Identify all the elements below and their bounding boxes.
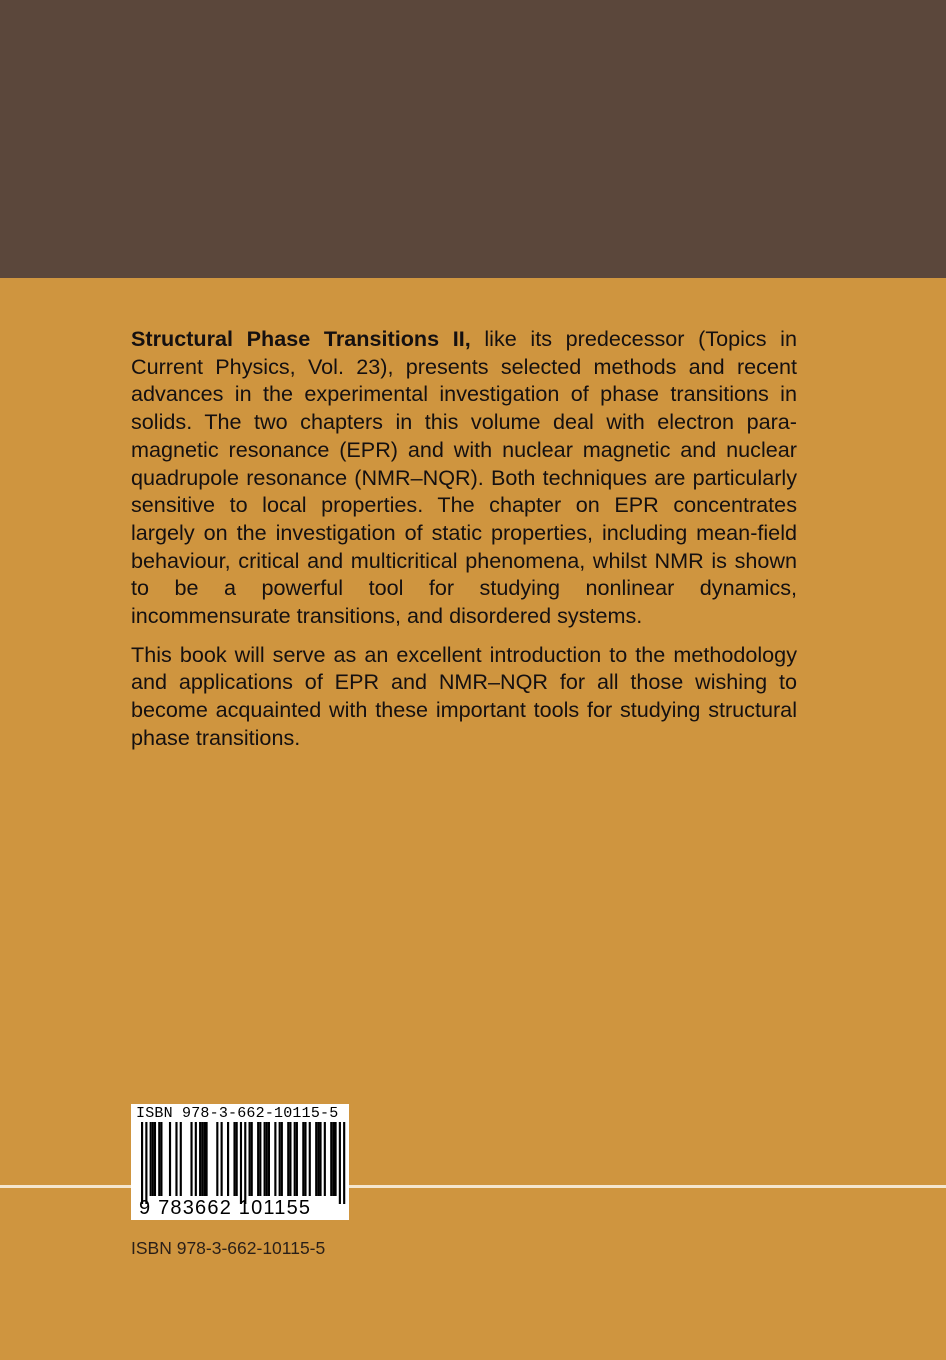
barcode-bar (264, 1122, 266, 1196)
barcode-bar (259, 1122, 261, 1196)
barcode-bar (203, 1122, 205, 1196)
barcode-bar (190, 1122, 192, 1196)
barcode-bar (152, 1122, 154, 1196)
barcode-bar (309, 1122, 311, 1196)
barcode-bar (233, 1122, 235, 1196)
barcode-bar (169, 1122, 171, 1196)
barcode-bar (236, 1122, 238, 1196)
barcode-bar (150, 1122, 152, 1196)
barcode-bar (257, 1122, 259, 1196)
barcode-bar (287, 1122, 289, 1196)
barcode-bar (240, 1122, 242, 1204)
isbn-barcode (131, 1104, 349, 1220)
barcode-bar (324, 1122, 326, 1196)
barcode-bar (145, 1122, 147, 1204)
barcode-bar (315, 1122, 317, 1196)
cover-top-band (0, 0, 946, 278)
barcode-bar (195, 1122, 197, 1196)
barcode-isbn-label: ISBN 978-3-662-10115-5 (136, 1105, 339, 1122)
barcode-bar (216, 1122, 218, 1196)
blurb-paragraph-1-text: like its predecessor (Topics in Current Physics, Vol. 23), presents selected methods and recent advances in the experimental investigation of phase transitions in solids. The two chapters in this volume deal with electron paramagnetic resonance (EPR) and with nuclear magnetic and nuclear quadrupole resonance (NMR–NQR). Both techniques are particularly sensitive to local properties. The chapter on EPR concentrates largely on the investigation of static properties, including mean-field behaviour, critical and multicritical phenomena, whilst NMR is shown to be a powerful tool for studying nonlinear dynamics, incommensurate transitions, and disordered systems. (131, 326, 797, 629)
barcode-bar (304, 1122, 306, 1196)
barcode-bar (251, 1122, 253, 1196)
barcode-bar (160, 1122, 162, 1196)
barcode-bar (281, 1122, 283, 1196)
barcode-bar (141, 1122, 143, 1204)
barcode-bar (268, 1122, 270, 1196)
blurb-paragraph-2: This book will serve as an excellent introduction to the methodology and applications of EPR and NMR–NQR for all those wishing to become acquainted with these important tools for studying structural phase transitions. (131, 641, 797, 750)
barcode-bar (289, 1122, 291, 1196)
barcode-bar (227, 1122, 229, 1196)
barcode-bar (206, 1122, 208, 1196)
barcode-bar (199, 1122, 201, 1196)
barcode-bar (330, 1122, 332, 1196)
barcode-bar (175, 1122, 177, 1196)
blurb-paragraph-1 (131, 325, 797, 630)
isbn-text: ISBN 978-3-662-10115-5 (131, 1238, 326, 1258)
barcode-bar (279, 1122, 281, 1196)
barcode-bar (296, 1122, 298, 1196)
barcode-bar (249, 1122, 251, 1196)
barcode-bar (201, 1122, 203, 1196)
barcode-bar (266, 1122, 268, 1196)
barcode-bar (319, 1122, 321, 1196)
barcode-digits: 9 783662 101155 (139, 1197, 312, 1219)
book-title: Structural Phase Transitions II, (131, 326, 471, 351)
barcode-bar (343, 1122, 345, 1204)
barcode-bar (154, 1122, 156, 1196)
barcode-bar (302, 1122, 304, 1196)
barcode-bar (180, 1122, 182, 1196)
barcode-bar (317, 1122, 319, 1196)
barcode-bar (339, 1122, 341, 1204)
barcode-bar (158, 1122, 160, 1196)
barcode-bar (294, 1122, 296, 1196)
barcode-bar (244, 1122, 246, 1204)
barcode-bar (332, 1122, 334, 1196)
barcode-bar (274, 1122, 276, 1196)
barcode-bar (335, 1122, 337, 1196)
back-cover-blurb (131, 325, 797, 763)
barcode-bar (221, 1122, 223, 1196)
